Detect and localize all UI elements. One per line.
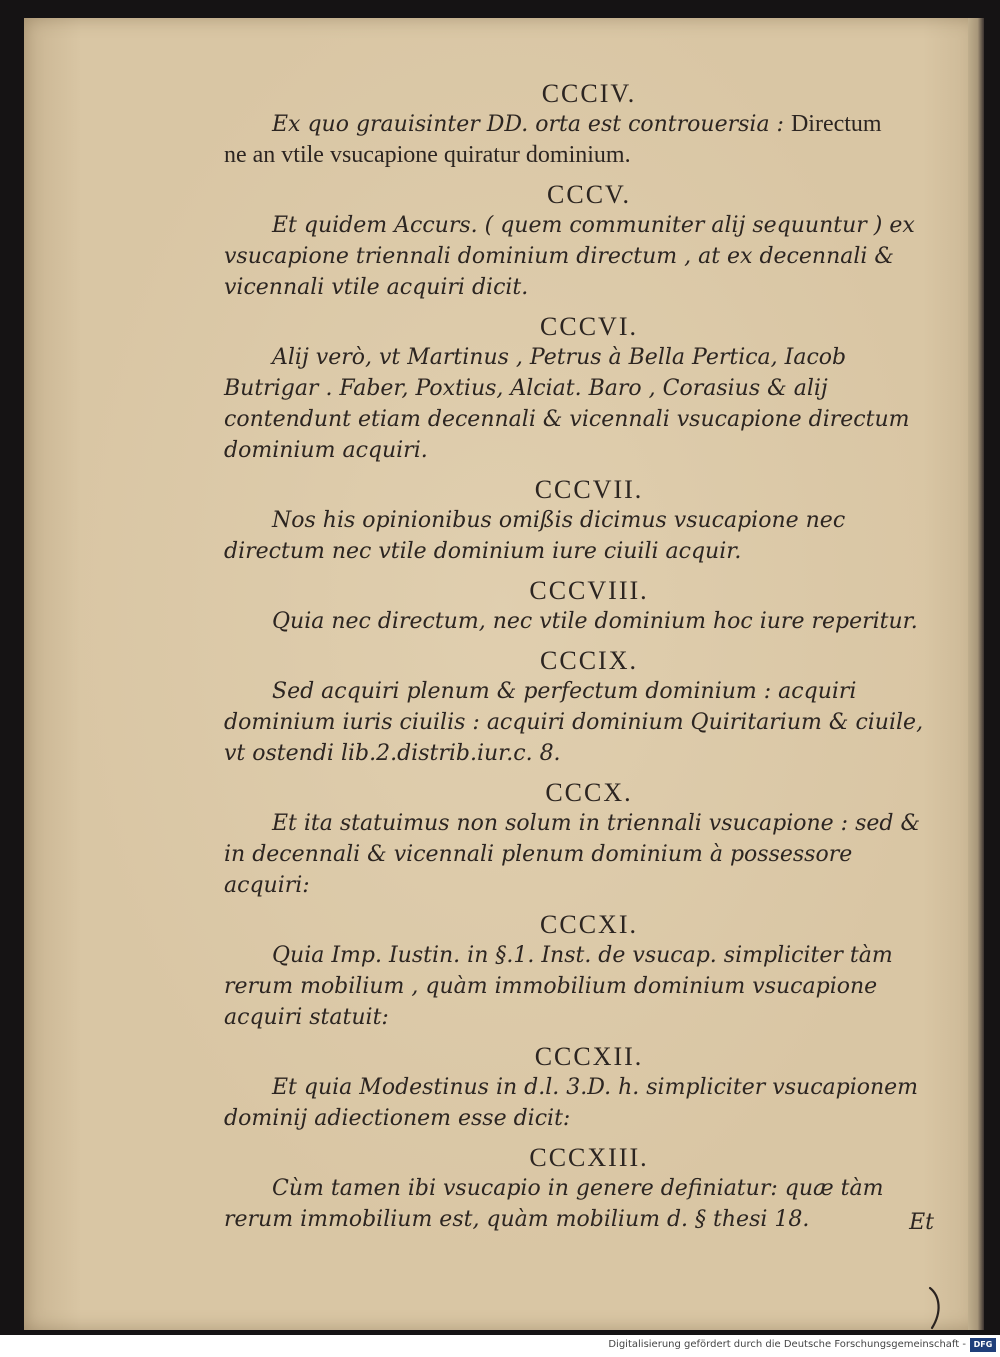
- section-paragraph: Et quidem Accurs. ( quem communiter alij sequuntur ) ex vsucapione triennali dominium directum , at ex decennali & vicennali vtile acquiri dicit.: [224, 213, 915, 300]
- paragraph-text: Directum: [790, 111, 882, 137]
- paragraph-text: Cùm tamen ibi vsucapio in genere definiatur: quæ tàm rerum immobilium est, quàm mobilium d. § thesi 18.: [224, 1176, 884, 1232]
- paragraph-text: ne an vtile vsucapione quiratur dominium.: [224, 142, 631, 168]
- section-heading: CCCIX.: [540, 646, 638, 675]
- section-heading: CCCXII.: [534, 1042, 644, 1071]
- footer-bar: [0, 1335, 1000, 1357]
- document-page: [24, 18, 980, 1330]
- section-heading: CCCXI.: [540, 910, 638, 939]
- section-heading: CCCVII.: [534, 475, 644, 504]
- section-heading: CCCXIII.: [529, 1143, 649, 1172]
- section-paragraph: Quia nec directum, nec vtile dominium hoc iure reperitur.: [272, 609, 918, 634]
- page-text: [224, 78, 934, 1243]
- section-heading: CCCV.: [547, 180, 631, 209]
- section-heading: CCCX.: [545, 778, 633, 807]
- section-heading: CCCIV.: [541, 79, 637, 108]
- section-paragraph: Quia Imp. Iustin. in §.1. Inst. de vsucap. simpliciter tàm rerum mobilium , quàm immobilium dominium vsucapione acquiri statuit:: [224, 943, 893, 1030]
- pen-mark-decoration: [926, 1286, 946, 1330]
- section-heading: CCCVIII.: [529, 576, 649, 605]
- funding-credit: Digitalisierung gefördert durch die Deutsche Forschungsgemeinschaft -: [608, 1339, 966, 1350]
- section-paragraph: Et quia Modestinus in d.l. 3.D. h. simpliciter vsucapionem dominij adiectionem esse dicit:: [224, 1075, 919, 1131]
- catchword: Et: [909, 1210, 934, 1235]
- section-paragraph: Alij verò, vt Martinus , Petrus à Bella Pertica, Iacob Butrigar . Faber, Poxtius, Alciat. Baro , Corasius & alij contendunt etiam decennali & vicennali vsucapione directum dominium acquiri.: [224, 345, 910, 463]
- paragraph-text: Ex quo grauisinter DD. orta est controuersia :: [272, 112, 784, 137]
- section-heading: CCCVI.: [540, 312, 638, 341]
- section-paragraph: [224, 109, 934, 171]
- section-paragraph: Et ita statuimus non solum in triennali vsucapione : sed & in decennali & vicennali plenum dominium à possessore acquiri:: [224, 811, 921, 898]
- section-paragraph: Nos his opinionibus omißis dicimus vsucapione nec directum nec vtile dominium iure ciuili acquir.: [224, 508, 846, 564]
- dfg-logo: DFG: [970, 1338, 996, 1352]
- section-paragraph: [224, 1173, 934, 1235]
- page-edge: [968, 18, 984, 1330]
- section-paragraph: Sed acquiri plenum & perfectum dominium : acquiri dominium iuris ciuilis : acquiri dominium Quiritarium & ciuile, vt ostendi lib.2.distrib.iur.c. 8.: [224, 679, 924, 766]
